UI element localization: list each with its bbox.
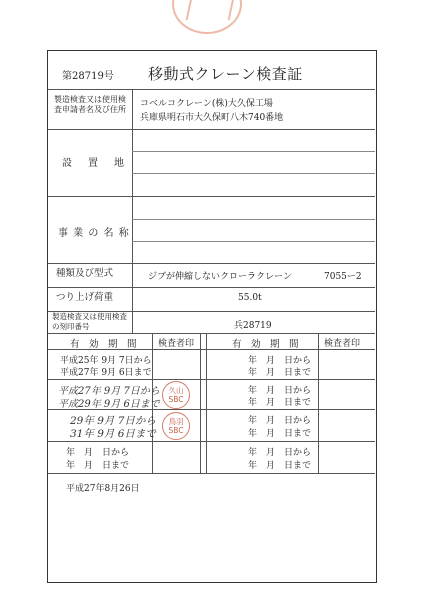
inspector-seal-2 <box>162 412 190 440</box>
business-name-label: 事 業 の 名 称 <box>58 228 130 239</box>
validity-row-2-to: 平成29年 9月 6日まで <box>58 399 160 410</box>
inspector-seal-1 <box>162 381 190 409</box>
inspector-seal-1-name: 久山 <box>168 386 184 395</box>
inspector-seal-1-org: SBC <box>168 395 184 404</box>
certificate-title: 移動式クレーン検査証 <box>148 65 303 83</box>
inspector-seal-2-org: SBC <box>168 426 184 435</box>
manufacturer-address: 兵庫県明石市大久保町八木740番地 <box>140 113 284 123</box>
validity-right-row-4-to: 年 月 日まで <box>248 461 312 471</box>
inspector-seal-2-name: 鳥羽 <box>168 417 184 426</box>
crane-model: 7055ー2 <box>324 272 362 282</box>
rated-load-value: 55.0t <box>238 293 262 303</box>
validity-row-2-from: 平成27年 9月 7日から <box>58 386 160 397</box>
validity-right-row-1-from: 年 月 日から <box>248 356 312 366</box>
inspection-certificate <box>47 50 377 583</box>
rated-load-label: つり上げ荷重 <box>56 292 114 303</box>
validity-row-3-from: 29年 9月 7日から <box>70 415 156 427</box>
type-model-label: 種類及び型式 <box>56 268 114 279</box>
validity-period-header-left: 有 効 期 間 <box>70 339 137 350</box>
validity-right-row-3-from: 年 月 日から <box>248 416 312 426</box>
inspector-seal-header-right: 検査者印 <box>324 339 361 349</box>
validity-row-4-from: 年 月 日から <box>66 448 130 458</box>
validity-right-row-4-from: 年 月 日から <box>248 448 312 458</box>
validity-right-row-1-to: 年 月 日まで <box>248 368 312 378</box>
stamp-number-label: 製造検査又は使用検査の刻印番号 <box>52 312 127 331</box>
manufacturer-name: コベルコクレーン(株)大久保工場 <box>140 99 273 109</box>
validity-period-header-right: 有 効 期 間 <box>232 339 299 350</box>
issue-date: 平成27年8月26日 <box>66 484 140 494</box>
inspector-seal-header-left: 検査者印 <box>158 339 195 349</box>
validity-right-row-3-to: 年 月 日まで <box>248 429 312 439</box>
validity-row-3-to: 31年 9月 6日まで <box>70 428 156 440</box>
stamp-number-value: 兵28719 <box>234 321 272 331</box>
validity-row-1-to: 平成27年 9月 6日まで <box>60 368 152 378</box>
validity-right-row-2-from: 年 月 日から <box>248 386 312 396</box>
top-seal-stamp <box>172 0 242 34</box>
validity-row-4-to: 年 月 日まで <box>66 461 130 471</box>
crane-type: ジブが伸縮しないクローラクレーン <box>148 272 292 282</box>
installation-label: 設 置 地 <box>62 158 127 169</box>
certificate-number: 第28719号 <box>62 71 114 82</box>
manufacturer-label: 製造検査又は使用検査申請者名及び住所 <box>54 95 126 114</box>
validity-row-1-from: 平成25年 9月 7日から <box>60 356 152 366</box>
validity-right-row-2-to: 年 月 日まで <box>248 398 312 408</box>
